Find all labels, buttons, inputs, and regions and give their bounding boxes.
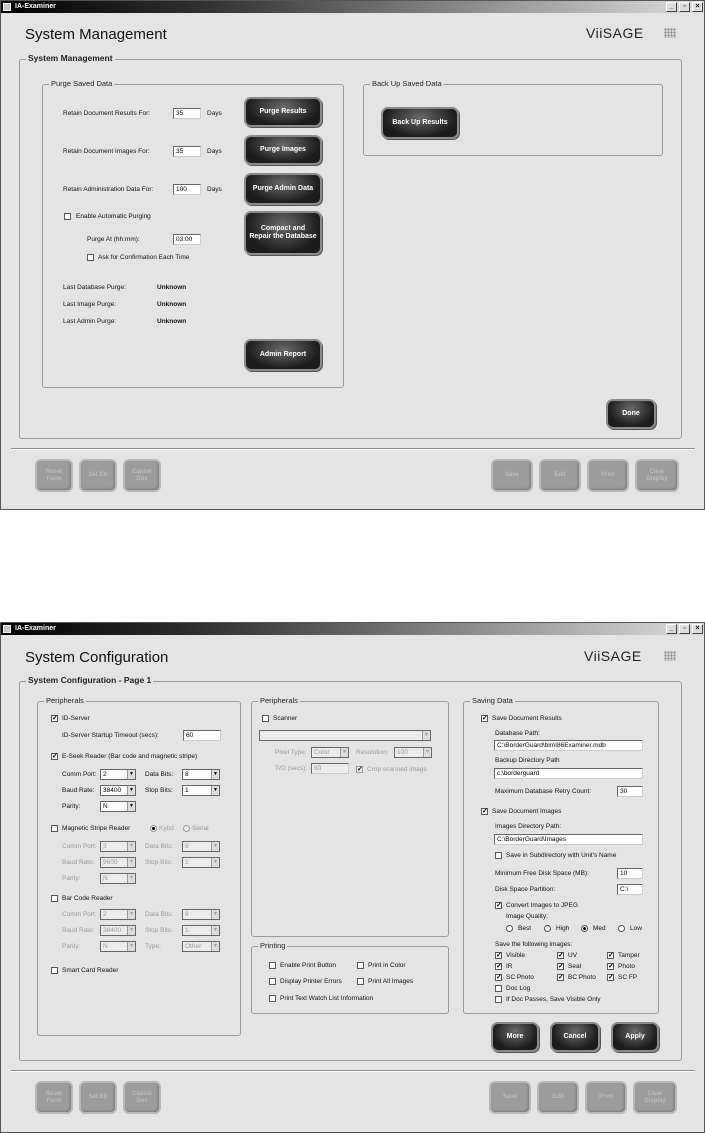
reset-form-button[interactable]: Reset Form: [35, 1081, 73, 1114]
mag-baud-value: 9600: [103, 859, 118, 866]
chevron-down-icon: ▼: [422, 731, 430, 740]
saving-title: Saving Data: [472, 696, 513, 705]
page-title: System Management: [25, 26, 167, 43]
mag-serial-radio[interactable]: [183, 825, 190, 832]
img-scfp-label: SC FP: [618, 974, 638, 981]
group-title: System Configuration - Page 1: [28, 675, 152, 685]
bar-parity-label: Parity:: [62, 943, 81, 950]
close-button[interactable]: ×: [692, 2, 703, 12]
print-watch-label: Print Text Watch List Information: [280, 995, 374, 1002]
max-retry-label: Maximum Database Retry Count:: [495, 788, 592, 795]
display-errors-checkbox[interactable]: [269, 978, 276, 985]
crop-label: Crop scanned image: [367, 766, 427, 773]
img-uv-label: UV: [568, 952, 578, 959]
mag-baud-label: Baud Rate:: [62, 859, 95, 866]
resolution-value: 100: [397, 749, 408, 756]
eseek-baud-value: 38400: [103, 787, 122, 794]
bar-comm-label: Comm Port:: [62, 911, 97, 918]
img-uv-checkbox[interactable]: ✓: [558, 952, 564, 959]
purge-images-button[interactable]: Purge Images: [244, 135, 322, 165]
eseek-baud-label: Baud Rate:: [62, 787, 95, 794]
print-button[interactable]: Print: [585, 1081, 627, 1114]
save-images-label: Save Document Images: [492, 808, 562, 815]
retain-admin-days: Days: [207, 186, 222, 193]
chevron-down-icon: ▼: [127, 770, 135, 779]
minimize-button[interactable]: _: [666, 624, 677, 634]
mag-data-select[interactable]: [182, 841, 220, 852]
app-title: IA-Examiner: [15, 625, 56, 632]
mag-stop-label: Stop Bits:: [145, 859, 173, 866]
retain-admin-input[interactable]: 100: [173, 184, 201, 195]
chevron-down-icon: ▼: [211, 942, 219, 951]
mag-parity-label: Parity:: [62, 875, 81, 882]
bar-type-select[interactable]: [182, 941, 220, 952]
ask-confirm-checkbox[interactable]: [87, 254, 94, 261]
enable-print-label: Enable Print Button: [280, 962, 337, 969]
backup-dir-input[interactable]: c:\borderguard: [494, 768, 643, 779]
app-icon: [3, 625, 11, 633]
chevron-down-icon: ▼: [127, 802, 135, 811]
last-db-purge-label: Last Database Purge:: [63, 284, 126, 291]
clear-display-button[interactable]: Clear Display: [633, 1081, 677, 1114]
quality-best-label: Best: [518, 925, 532, 932]
mag-stop-select[interactable]: [182, 857, 220, 868]
reset-form-button[interactable]: Reset Form: [35, 459, 73, 492]
chevron-down-icon: ▼: [211, 786, 219, 795]
chevron-down-icon: ▼: [127, 942, 135, 951]
img-tamper-label: Tamper: [618, 952, 640, 959]
smart-card-label: Smart Card Reader: [62, 967, 119, 974]
db-path-label: Database Path:: [495, 730, 540, 737]
mag-data-label: Data Bits:: [145, 843, 174, 850]
img-visible-label: Visible: [506, 952, 526, 959]
img-doclog-checkbox[interactable]: [495, 985, 502, 992]
bar-stop-select[interactable]: [182, 925, 220, 936]
maximize-button[interactable]: ▫: [679, 2, 690, 12]
eseek-checkbox[interactable]: ✓: [52, 753, 58, 760]
peripherals-left-title: Peripherals: [46, 696, 84, 705]
resolution-label: Resolution:: [356, 749, 389, 756]
auto-purge-checkbox[interactable]: [64, 213, 71, 220]
smart-card-checkbox[interactable]: [51, 967, 58, 974]
mag-serial-label: Serial: [192, 825, 209, 832]
chevron-down-icon: ▼: [127, 786, 135, 795]
mag-stop-value: 1: [185, 859, 189, 866]
eseek-stop-label: Stop Bits:: [145, 787, 173, 794]
max-retry-input[interactable]: 30: [617, 786, 643, 797]
img-visible-checkbox[interactable]: ✓: [496, 952, 502, 959]
print-color-label: Print in Color: [368, 962, 406, 969]
page-title: System Configuration: [25, 649, 169, 666]
mag-data-value: 8: [185, 843, 189, 850]
eseek-comm-value: 2: [103, 771, 107, 778]
retain-admin-label: Retain Administration Data For:: [63, 186, 154, 193]
enable-print-checkbox[interactable]: [269, 962, 276, 969]
chevron-down-icon: ▼: [423, 748, 431, 757]
chevron-down-icon: ▼: [211, 770, 219, 779]
viisage-logo: ViiSAGE: [584, 648, 642, 664]
eseek-baud-select[interactable]: [100, 785, 136, 796]
chevron-down-icon: ▼: [211, 910, 219, 919]
eseek-data-select[interactable]: [182, 769, 220, 780]
scanner-label: Scanner: [273, 715, 298, 722]
pixel-type-select[interactable]: [311, 747, 349, 758]
bar-type-value: Other: [185, 943, 202, 950]
mag-stripe-label: Magnetic Stripe Reader: [62, 825, 131, 832]
cancel-button[interactable]: Cancel: [550, 1022, 600, 1052]
id-server-timeout-label: ID-Server Startup Timeout (secs):: [62, 732, 159, 739]
img-bcphoto-label: BC Photo: [568, 974, 596, 981]
edit-button[interactable]: Edit: [537, 1081, 579, 1114]
peripherals-mid-title: Peripherals: [260, 696, 298, 705]
retain-results-input[interactable]: 35: [173, 108, 201, 119]
min-free-label: Minimum Free Disk Space (MB):: [495, 870, 589, 877]
chevron-down-icon: ▼: [340, 748, 348, 757]
mag-comm-label: Comm Port:: [62, 843, 97, 850]
scanner-checkbox[interactable]: [262, 715, 269, 722]
mag-parity-select[interactable]: [100, 873, 136, 884]
bar-data-select[interactable]: [182, 909, 220, 920]
bar-stop-label: Stop Bits:: [145, 927, 173, 934]
more-button[interactable]: More: [491, 1022, 539, 1052]
bar-baud-value: 38400: [103, 927, 122, 934]
logo-dots-icon: [664, 28, 676, 38]
set-ett-button[interactable]: Set Ett: [79, 1081, 117, 1114]
save-following-label: Save the following images:: [495, 941, 573, 948]
purge-admin-button[interactable]: Purge Admin Data: [244, 173, 322, 205]
quality-high-label: High: [556, 925, 570, 932]
img-ir-checkbox[interactable]: ✓: [496, 963, 502, 970]
retain-results-label: Retain Document Results For:: [63, 110, 151, 117]
mag-comm-value: 3: [103, 843, 107, 850]
print-button[interactable]: Print: [587, 459, 629, 492]
bar-data-value: 8: [185, 911, 189, 918]
quality-low-label: Low: [630, 925, 642, 932]
img-ifdoc-label: If Doc Passes, Save Visible Only: [506, 996, 601, 1003]
barcode-label: Bar Code Reader: [62, 895, 113, 902]
ask-confirm-label: Ask for Confirmation Each Time: [98, 254, 190, 261]
done-button[interactable]: Done: [606, 399, 656, 429]
quality-med-label: Med: [593, 925, 606, 932]
maximize-button[interactable]: ▫: [679, 624, 690, 634]
save-button[interactable]: Save: [491, 459, 533, 492]
app-title: IA-Examiner: [15, 3, 56, 10]
retain-results-days: Days: [207, 110, 222, 117]
disk-part-label: Disk Space Partition:: [495, 886, 556, 893]
pixel-type-label: Pixel Type:: [275, 749, 307, 756]
bar-stop-value: 1: [185, 927, 189, 934]
cancel-doc-button[interactable]: Cancel Doc: [123, 459, 161, 492]
eseek-label: E-Seek Reader (Bar code and magnetic stripe): [62, 753, 198, 760]
db-path-input[interactable]: C:\BorderGuard\bin\I86Examiner.mdb: [494, 740, 643, 751]
bar-baud-select[interactable]: [100, 925, 136, 936]
img-seal-checkbox[interactable]: ✓: [558, 963, 564, 970]
logo-dots-icon: [664, 651, 676, 661]
eseek-data-label: Data Bits:: [145, 771, 174, 778]
save-button[interactable]: Save: [489, 1081, 531, 1114]
convert-jpeg-checkbox[interactable]: ✓: [496, 902, 502, 909]
purge-group-title: Purge Saved Data: [51, 79, 113, 88]
scanner-device-select[interactable]: [259, 730, 431, 741]
eseek-parity-value: N: [103, 803, 108, 810]
quality-low-radio[interactable]: [618, 925, 625, 932]
quality-med-radio[interactable]: [581, 925, 588, 932]
id-server-checkbox[interactable]: ✓: [52, 715, 58, 722]
chevron-down-icon: ▼: [127, 926, 135, 935]
last-image-purge-label: Last Image Purge:: [63, 301, 117, 308]
save-images-checkbox[interactable]: ✓: [482, 808, 488, 815]
bar-comm-select[interactable]: [100, 909, 136, 920]
retain-images-label: Retain Document Images For:: [63, 148, 150, 155]
img-seal-label: Seal: [568, 963, 582, 970]
img-photo-label: Photo: [618, 963, 635, 970]
printing-title: Printing: [260, 941, 286, 950]
compact-repair-button[interactable]: Compact and Repair the Database: [244, 211, 322, 255]
eseek-stop-value: 1: [185, 787, 189, 794]
chevron-down-icon: ▼: [211, 858, 219, 867]
img-ifdoc-checkbox[interactable]: [495, 996, 502, 1003]
last-db-purge-value: Unknown: [157, 284, 187, 291]
eseek-comm-select[interactable]: [100, 769, 136, 780]
barcode-checkbox[interactable]: [51, 895, 58, 902]
mag-kybd-radio[interactable]: [150, 825, 157, 832]
img-dir-input[interactable]: C:\BorderGuard\Images: [494, 834, 643, 845]
img-tamper-checkbox[interactable]: ✓: [608, 952, 614, 959]
title-bar: [1, 623, 704, 635]
apply-button[interactable]: Apply: [611, 1022, 659, 1052]
peripherals-left-group: [37, 696, 241, 1036]
system-configuration-window: [0, 622, 705, 1133]
crop-checkbox[interactable]: ✓: [357, 766, 363, 773]
pixel-type-value: Color: [314, 749, 330, 756]
clear-display-button[interactable]: Clear Display: [635, 459, 679, 492]
save-subdir-checkbox[interactable]: [495, 852, 502, 859]
chevron-down-icon: ▼: [127, 910, 135, 919]
print-color-checkbox[interactable]: [357, 962, 364, 969]
system-management-window: [0, 0, 705, 510]
purge-at-label: Purge At (hh:mm):: [87, 236, 140, 243]
save-results-label: Save Document Results: [492, 715, 562, 722]
backup-results-button[interactable]: Back Up Results: [381, 107, 459, 139]
disk-part-input[interactable]: C:\: [617, 884, 643, 895]
bottom-separator: [11, 448, 695, 450]
eseek-parity-select[interactable]: [100, 801, 136, 812]
img-doclog-label: Doc Log: [506, 985, 531, 992]
save-results-checkbox[interactable]: ✓: [482, 715, 488, 722]
display-errors-label: Display Printer Errors: [280, 978, 342, 985]
viisage-logo: ViiSAGE: [586, 25, 644, 41]
mag-baud-select[interactable]: [100, 857, 136, 868]
cancel-doc-button[interactable]: Cancel Doc: [123, 1081, 161, 1114]
print-all-label: Print All Images: [368, 978, 414, 985]
min-free-input[interactable]: 10: [617, 868, 643, 879]
mag-comm-select[interactable]: [100, 841, 136, 852]
print-all-checkbox[interactable]: [357, 978, 364, 985]
last-admin-purge-value: Unknown: [157, 318, 187, 325]
img-bcphoto-checkbox[interactable]: ✓: [558, 974, 564, 981]
eseek-parity-label: Parity:: [62, 803, 81, 810]
minimize-button[interactable]: _: [666, 2, 677, 12]
group-title: System Management: [28, 53, 113, 63]
last-image-purge-value: Unknown: [157, 301, 187, 308]
eseek-data-value: 8: [185, 771, 189, 778]
img-dir-label: Images Directory Path:: [495, 823, 562, 830]
bar-data-label: Data Bits:: [145, 911, 174, 918]
quality-best-radio[interactable]: [506, 925, 513, 932]
bar-parity-select[interactable]: [100, 941, 136, 952]
chevron-down-icon: ▼: [211, 842, 219, 851]
quality-label: Image Quality:: [506, 913, 548, 920]
img-photo-checkbox[interactable]: ✓: [608, 963, 614, 970]
mag-kybd-label: Kybd: [159, 825, 174, 832]
mag-parity-value: N: [103, 875, 108, 882]
img-ir-label: IR: [506, 963, 513, 970]
backup-group-title: Back Up Saved Data: [372, 79, 442, 88]
id-server-timeout-input[interactable]: 60: [183, 730, 221, 741]
bar-baud-label: Baud Rate:: [62, 927, 95, 934]
mag-stripe-checkbox[interactable]: [51, 825, 58, 832]
retain-images-input[interactable]: 35: [173, 146, 201, 157]
purge-results-button[interactable]: Purge Results: [244, 97, 322, 127]
app-icon: [3, 3, 11, 11]
img-scphoto-checkbox[interactable]: ✓: [496, 974, 502, 981]
id-server-label: ID-Server: [62, 715, 90, 722]
backup-dir-label: Backup Directory Path: [495, 757, 560, 764]
auto-purge-label: Enable Automatic Purging: [76, 213, 151, 220]
bar-comm-value: 2: [103, 911, 107, 918]
close-button[interactable]: ×: [692, 624, 703, 634]
set-ett-button[interactable]: Set Ett: [79, 459, 117, 492]
title-bar: [1, 1, 704, 13]
eseek-stop-select[interactable]: [182, 785, 220, 796]
last-admin-purge-label: Last Admin Purge:: [63, 318, 117, 325]
print-watch-checkbox[interactable]: [269, 995, 276, 1002]
bottom-separator: [11, 1070, 695, 1072]
img-scphoto-label: SC Photo: [506, 974, 534, 981]
admin-report-button[interactable]: Admin Report: [244, 339, 322, 371]
purge-at-input[interactable]: 03:00: [173, 234, 201, 245]
scanner-timeout-label: T/O (secs):: [275, 765, 308, 772]
scanner-timeout-input[interactable]: 60: [311, 763, 349, 774]
edit-button[interactable]: Edit: [539, 459, 581, 492]
chevron-down-icon: ▼: [127, 858, 135, 867]
retain-images-days: Days: [207, 148, 222, 155]
eseek-comm-label: Comm Port:: [62, 771, 97, 778]
quality-high-radio[interactable]: [544, 925, 551, 932]
resolution-select[interactable]: [394, 747, 432, 758]
chevron-down-icon: ▼: [127, 874, 135, 883]
img-scfp-checkbox[interactable]: ✓: [608, 974, 614, 981]
chevron-down-icon: ▼: [211, 926, 219, 935]
bar-type-label: Type:: [145, 943, 161, 950]
bar-parity-value: N: [103, 943, 108, 950]
convert-jpeg-label: Convert Images to JPEG: [506, 902, 578, 909]
chevron-down-icon: ▼: [127, 842, 135, 851]
save-subdir-label: Save in Subdirectory with Unit's Name: [506, 852, 617, 859]
